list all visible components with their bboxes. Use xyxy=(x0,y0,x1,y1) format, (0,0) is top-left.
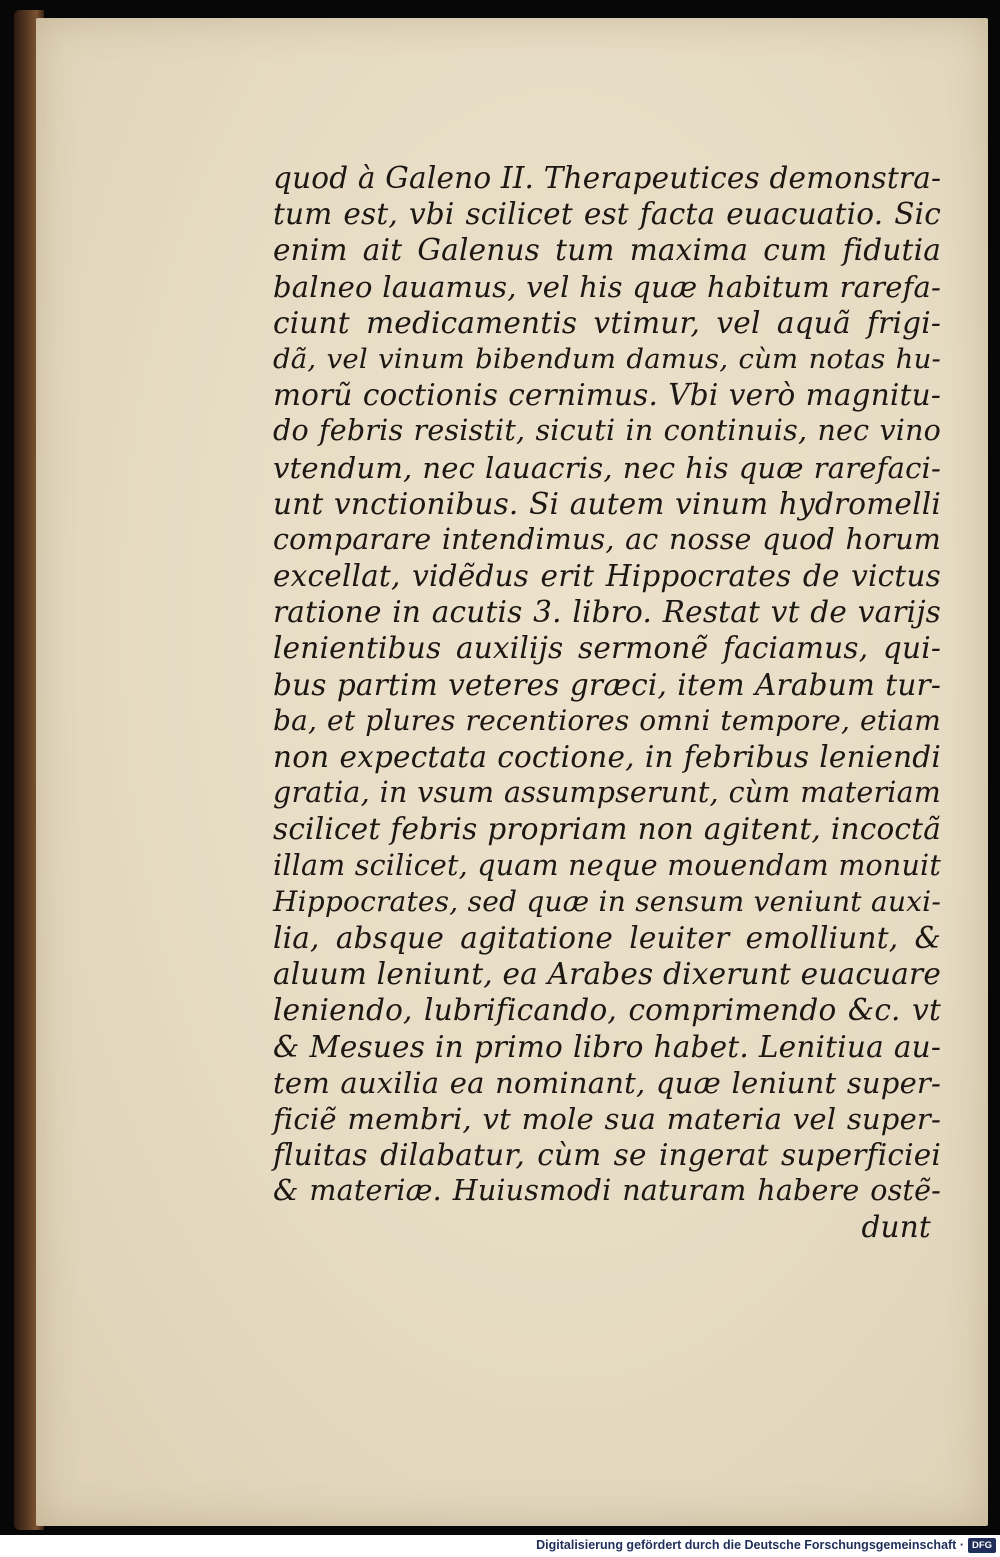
text-line: excellat, vidẽdus erit Hippocrates de victus xyxy=(273,559,941,594)
text-line: morũ coctionis cernimus. Vbi verò magnitu- xyxy=(273,378,941,413)
text-line: comparare intendimus, ac nosse quod horum xyxy=(273,522,941,556)
text-line: unt vnctionibus. Si autem vinum hydromelli xyxy=(273,486,941,521)
dfg-logo-icon: DFG xyxy=(968,1538,996,1553)
text-line: ratione in acutis 3. libro. Restat vt de varijs xyxy=(273,595,941,630)
text-line: lenientibus auxilijs sermonẽ faciamus, qui- xyxy=(273,631,941,666)
text-line: vtendum, nec lauacris, nec his quæ rarefaci- xyxy=(273,450,941,485)
text-line: non expectata coctione, in febribus leniendi xyxy=(273,740,941,774)
text-line: dã, vel vinum bibendum damus, cùm notas hu- xyxy=(273,342,941,375)
text-line: quod à Galeno II. Therapeutices demonstra- xyxy=(273,161,942,195)
text-line: do febris resistit, sicuti in continuis, nec vino xyxy=(273,414,941,448)
text-line: scilicet febris propriam non agitent, incoctã xyxy=(273,812,941,847)
text-line: tum est, vbi scilicet est facta euacuatio. Sic xyxy=(273,197,941,232)
text-line: fluitas dilabatur, cùm se ingerat superficiei xyxy=(273,1138,941,1173)
catchword: dunt xyxy=(861,1210,931,1245)
text-line: ba, et plures recentiores omni tempore, etiam xyxy=(273,703,941,737)
text-line: ficiẽ membri, vt mole sua materia vel super- xyxy=(273,1101,941,1136)
text-line: illam scilicet, quam neque mouendam monuit xyxy=(273,848,941,882)
text-line: & Mesues in primo libro habet. Lenitiua au- xyxy=(273,1029,941,1064)
text-line: balneo lauamus, vel his quæ habitum rarefa- xyxy=(273,269,941,304)
text-line: aluum leniunt, ea Arabes dixerunt euacuare xyxy=(273,957,941,992)
text-line: tem auxilia ea nominant, quæ leniunt super- xyxy=(273,1065,941,1100)
text-line: gratia, in vsum assumpserunt, cùm materiam xyxy=(273,776,941,810)
text-line: bus partim veteres græci, item Arabum tur- xyxy=(273,667,941,702)
text-line: & materiæ. Huiusmodi naturam habere ostẽ- xyxy=(273,1174,941,1208)
text-line: Hippocrates, sed quæ in sensum veniunt auxi- xyxy=(273,884,941,918)
footer-credit: Digitalisierung gefördert durch die Deutsche Forschungsgemeinschaft · xyxy=(536,1538,964,1552)
footer-bar xyxy=(0,1535,1000,1557)
text-line: lia, absque agitatione leuiter emolliunt, & xyxy=(273,920,941,955)
text-line: leniendo, lubrificando, comprimendo &c. vt xyxy=(273,993,941,1028)
text-line: enim ait Galenus tum maxima cum fidutia xyxy=(273,233,941,268)
text-block xyxy=(273,160,941,1246)
text-line: ciunt medicamentis vtimur, vel aquã frigi- xyxy=(273,305,941,340)
